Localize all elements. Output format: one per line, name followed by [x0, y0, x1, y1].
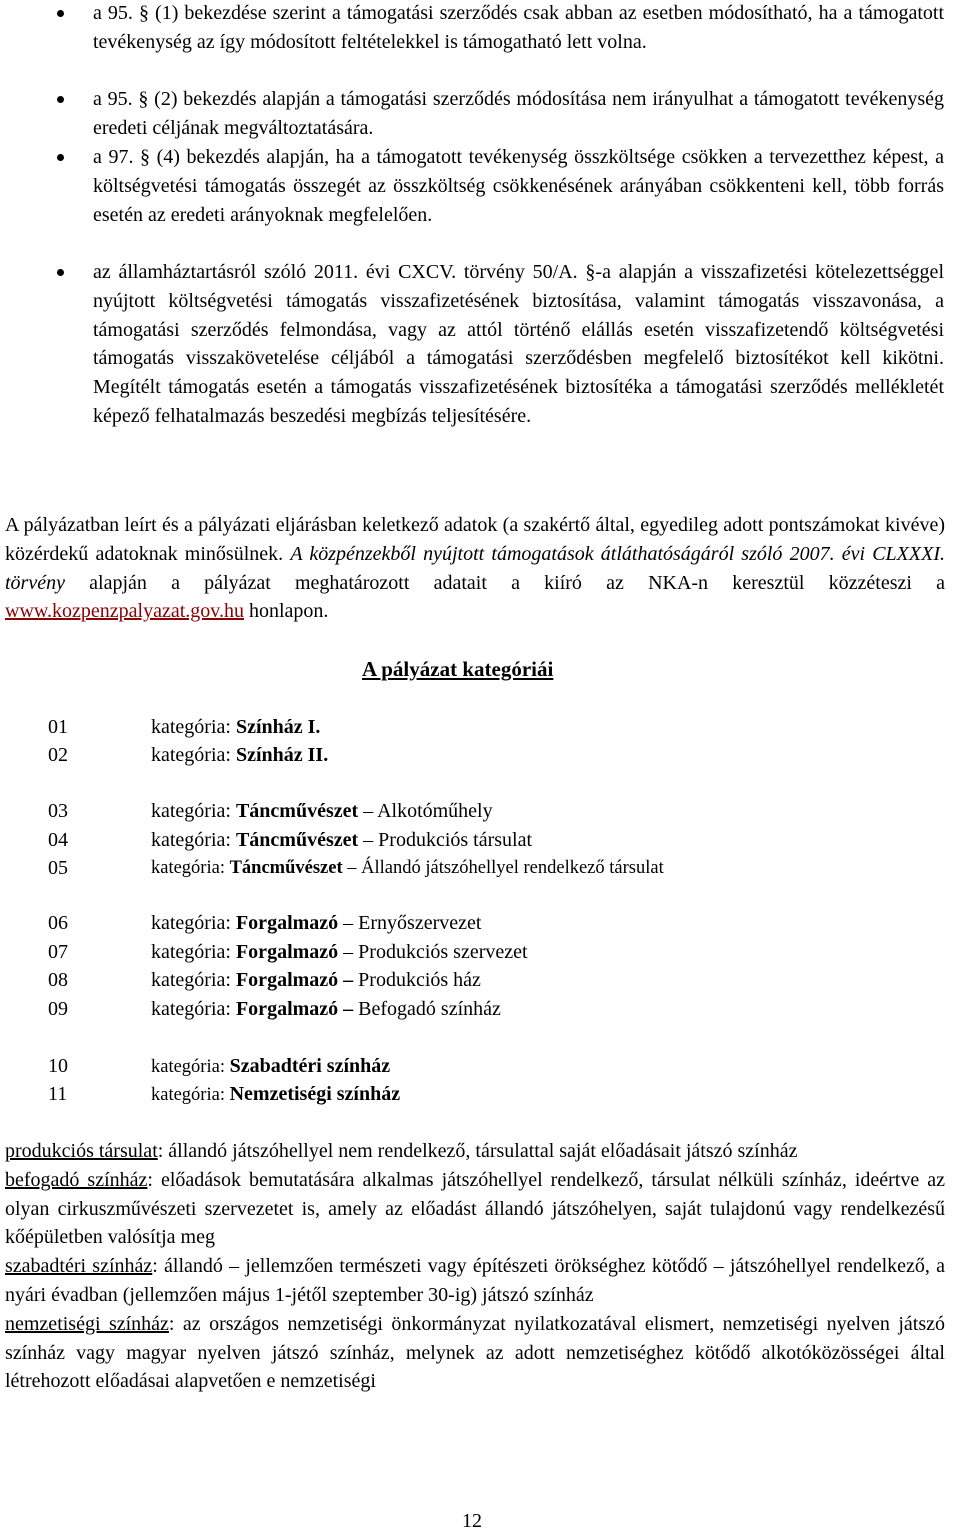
list-item-text: a 97. § (4) bekezdés alapján, ha a támogatott tevékenység összköltsége csökken a tervezetthez képest, a költségvetési támogatás összegét az összköltség csökkenésének arányában csökkenteni kell, több forrás esetén az eredeti arányoknak megfelelően.: [93, 146, 944, 226]
paragraph-text: A pályázatban leírt és a pályázati eljárásban keletkező adatok (a szakértő által, egyedileg adott pontszámokat kivéve) közérdekű adatoknak minősülnek.: [5, 514, 945, 565]
list-item-text: a 95. § (1) bekezdése szerint a támogatási szerződés csak abban az esetben módosítható, ha a támogatott tevékenység az így módosított feltételekkel is támogatható lett volna.: [93, 2, 944, 53]
category-name: Forgalmazó –: [235, 969, 354, 991]
category-row: [0, 1080, 960, 1108]
category-number: 11: [48, 1083, 68, 1105]
category-label: kategória:: [151, 1085, 230, 1105]
category-number: 01: [48, 716, 68, 738]
bullet-dot-icon: [57, 96, 64, 103]
category-number: 08: [48, 969, 68, 991]
category-label: kategória:: [151, 912, 236, 934]
definition-text: : előadások bemutatására alkalmas játszóhellyel rendelkező, társulat nélküli színház, ideértve az olyan cirkuszművészeti szervezetet is, amely az előadást állandó játszóhelyen, saját tulajdonú vagy rendelkezésű kőépületben valósítja meg: [5, 1168, 945, 1249]
category-number: 03: [48, 800, 68, 822]
category-name: Színház II.: [235, 744, 329, 766]
category-subtype: Produkciós ház: [353, 969, 481, 991]
category-row: [0, 1052, 960, 1080]
category-subtype: – Produkciós társulat: [358, 829, 533, 851]
category-number: 10: [48, 1055, 68, 1077]
paragraph-text: honlapon.: [243, 600, 329, 623]
website-link[interactable]: www.kozpenzpalyazat.gov.hu: [5, 600, 244, 623]
definition-text: : az országos nemzetiségi önkormányzat nyilatkozatával elismert, nemzetiségi nyelven játszó színház vagy magyar nyelven játszó színház, melynek az adott nemzetiséghez kötődő alkotóközösségei által létrehozott előadásai alapvetően e nemzetiségi: [5, 1312, 945, 1393]
category-row: [0, 797, 960, 825]
category-label: kategória:: [151, 716, 236, 738]
category-number: 04: [48, 829, 68, 851]
category-name: Szabadtéri színház: [229, 1055, 391, 1077]
definition-text: : állandó – jellemzően természeti vagy építészeti örökséghez kötődő – játszóhellyel rendelkező, a nyári évadban (jellemzően május 1-jétől szeptember 30-ig) játszó színház: [5, 1255, 945, 1306]
bullet-dot-icon: [57, 269, 64, 276]
paragraph-text: alapján a pályázat meghatározott adatait a kiíró az NKA-n keresztül közzéteszi a: [64, 571, 945, 594]
list-item-text: a 95. § (2) bekezdés alapján a támogatási szerződés módosítása nem irányulhat a támogatott tevékenység eredeti céljának megváltoztatására.: [93, 88, 944, 139]
page-number: 12: [462, 1510, 482, 1532]
category-subtype: – Állandó játszóhellyel rendelkező társulat: [342, 858, 664, 878]
category-label: kategória:: [151, 998, 236, 1020]
definition-term: befogadó színház: [5, 1168, 148, 1191]
body-paragraph: [5, 511, 945, 626]
category-row: [0, 741, 960, 769]
category-name: Táncművészet: [235, 800, 359, 822]
category-row: [0, 909, 960, 937]
category-name: Nemzetiségi színház: [229, 1083, 401, 1105]
category-label: kategória:: [151, 744, 236, 766]
category-subtype: – Produkciós szervezet: [338, 941, 528, 963]
category-row: [0, 826, 960, 854]
category-number: 09: [48, 998, 68, 1020]
definition-item: [5, 1310, 945, 1396]
category-label: kategória:: [151, 1057, 230, 1077]
category-row: [0, 938, 960, 966]
category-name: Színház I.: [235, 716, 321, 738]
bullet-dot-icon: [57, 154, 64, 161]
category-subtype: – Ernyőszervezet: [338, 912, 482, 934]
category-name: Forgalmazó –: [235, 998, 354, 1020]
list-item-text: az államháztartásról szóló 2011. évi CXCV. törvény 50/A. §-a alapján a visszafizetési kötelezettséggel nyújtott költségvetési támogatás visszafizetésének biztosítása, valamint támogatás visszavonása, a támogatási szerződés felmondása, vagy az attól történő elállás esetén visszafizetendő költségvetési támogatás visszakövetelése céljából a támogatási szerződésben megfelelő biztosítékot kell kikötni. Megítélt támogatás esetén a támogatás visszafizetésének biztosítéka a támogatási szerződés mellékletét képező felhatalmazás beszedési megbízás teljesítésére.: [93, 261, 944, 427]
definition-item: [5, 1166, 945, 1252]
category-number: 07: [48, 941, 68, 963]
category-name: Forgalmazó: [235, 912, 339, 934]
law-title: A közpénzekből nyújtott támogatások átláthatóságáról szóló 2007. évi CLXXXI. törvény: [5, 542, 945, 594]
category-row: [0, 995, 960, 1023]
definition-term: produkciós társulat: [5, 1140, 158, 1162]
category-label: kategória:: [151, 941, 236, 963]
definitions: [5, 1137, 945, 1396]
category-name: Táncművészet: [229, 858, 343, 878]
bullet-dot-icon: [57, 10, 64, 17]
category-label: kategória:: [151, 969, 236, 991]
section-heading: A pályázat kategóriái: [362, 657, 554, 681]
category-label: kategória:: [151, 858, 230, 878]
category-number: 02: [48, 744, 68, 766]
definition-term: nemzetiségi színház: [5, 1312, 169, 1335]
category-row: [0, 854, 960, 882]
category-label: kategória:: [151, 800, 236, 822]
category-row: [0, 713, 960, 741]
category-subtype: Befogadó színház: [353, 998, 501, 1020]
category-label: kategória:: [151, 829, 236, 851]
definition-term: szabadtéri színház: [5, 1255, 153, 1278]
category-name: Forgalmazó: [235, 941, 339, 963]
category-row: [0, 966, 960, 994]
definition-item: [5, 1252, 945, 1310]
definition-item: [5, 1137, 945, 1166]
category-number: 05: [48, 857, 68, 879]
category-name: Táncművészet: [235, 829, 359, 851]
definition-text: : állandó játszóhellyel nem rendelkező, társulattal saját előadásait játszó színház: [157, 1140, 798, 1162]
category-subtype: – Alkotóműhely: [358, 800, 493, 822]
category-number: 06: [48, 912, 68, 934]
